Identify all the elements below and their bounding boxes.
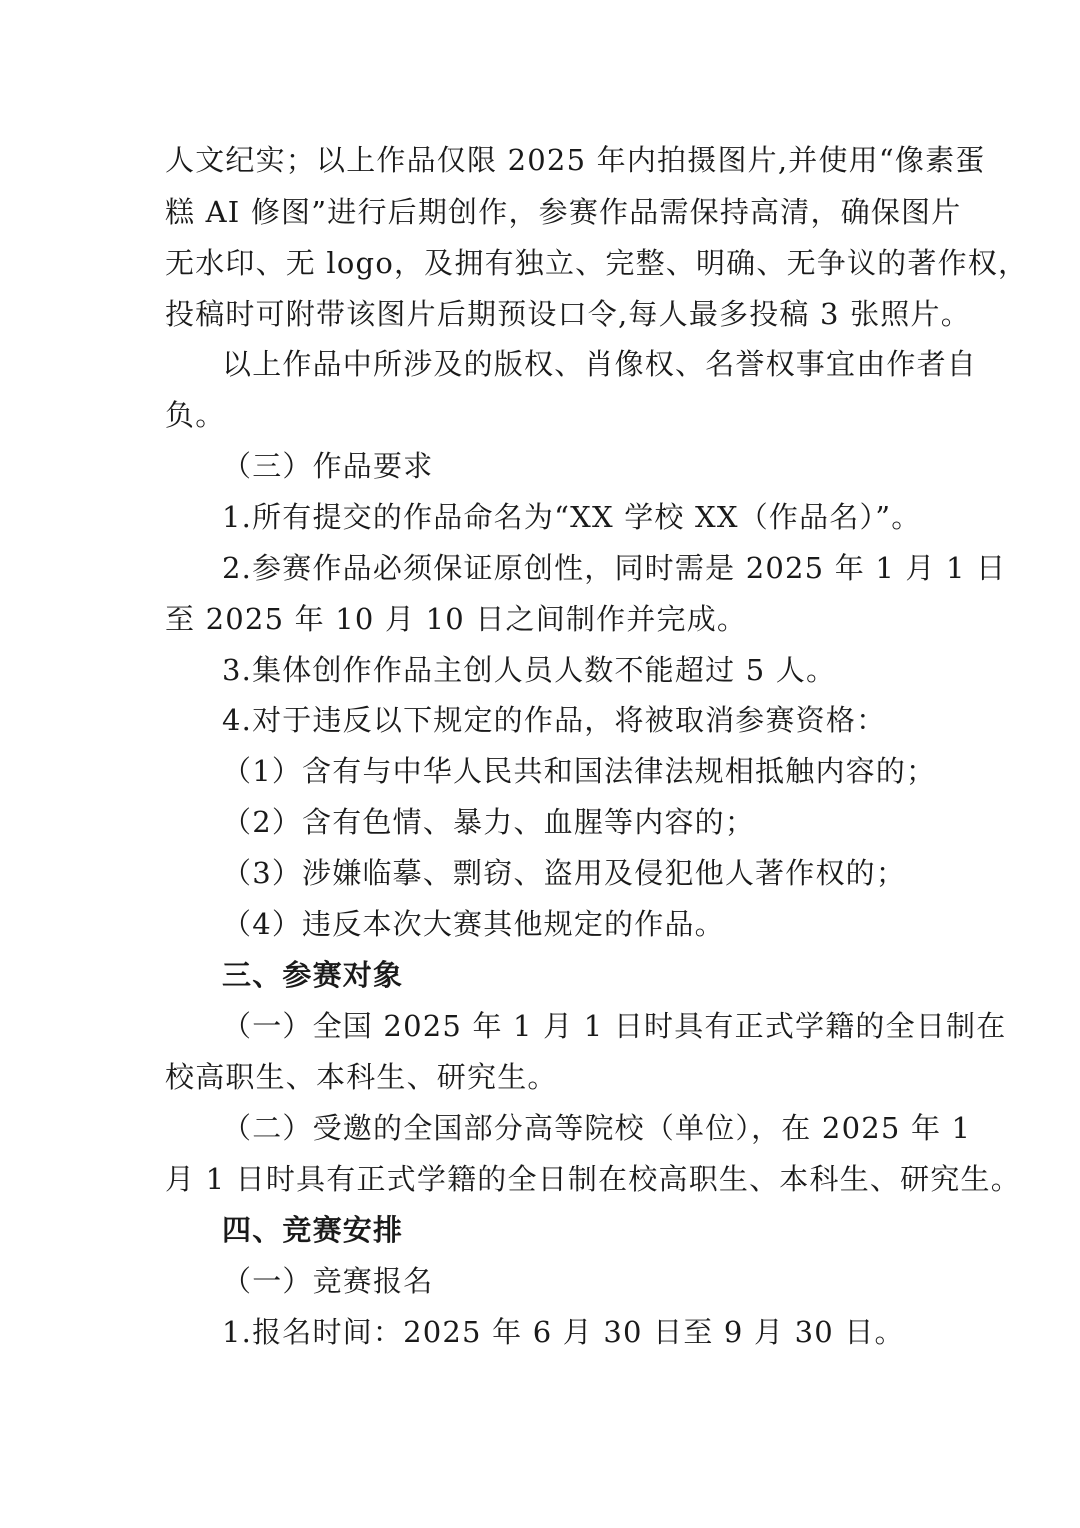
section-heading: 三、参赛对象 (222, 958, 404, 992)
body-text-line: 至 2025 年 10 月 10 日之间制作并完成。 (165, 602, 748, 636)
body-text-line: 糕 AI 修图”进行后期创作，参赛作品需保持高清，确保图片 (165, 195, 962, 229)
body-text-line: 投稿时可附带该图片后期预设口令,每人最多投稿 3 张照片。 (165, 297, 971, 331)
body-text-line: 以上作品中所涉及的版权、肖像权、名誉权事宜由作者自 (222, 347, 978, 381)
body-text-line: 负。 (165, 398, 226, 432)
body-text-line: 月 1 日时具有正式学籍的全日制在校高职生、本科生、研究生。 (165, 1162, 1021, 1196)
list-item: （1）含有与中华人民共和国法律法规相抵触内容的； (222, 754, 937, 788)
list-item: 3.集体创作作品主创人员人数不能超过 5 人。 (222, 653, 837, 687)
list-item: 1.所有提交的作品命名为“XX 学校 XX（作品名）”。 (222, 500, 922, 534)
section-heading: 四、竞赛安排 (222, 1213, 404, 1247)
subsection-heading: （三）作品要求 (222, 449, 434, 483)
list-item: 2.参赛作品必须保证原创性，同时需是 2025 年 1 月 1 日 (222, 551, 1007, 585)
list-item: （2）含有色情、暴力、血腥等内容的； (222, 805, 756, 839)
list-item: 1.报名时间：2025 年 6 月 30 日至 9 月 30 日。 (222, 1315, 905, 1349)
body-text-line: （一）全国 2025 年 1 月 1 日时具有正式学籍的全日制在 (222, 1009, 1007, 1043)
list-item: 4.对于违反以下规定的作品，将被取消参赛资格： (222, 703, 887, 737)
body-text-line: 人文纪实；以上作品仅限 2025 年内拍摄图片,并使用“像素蛋 (165, 143, 986, 177)
subsection-heading: （一）竞赛报名 (222, 1264, 434, 1298)
body-text-line: （二）受邀的全国部分高等院校（单位），在 2025 年 1 (222, 1111, 972, 1145)
list-item: （3）涉嫌临摹、剽窃、盗用及侵犯他人著作权的； (222, 856, 907, 890)
list-item: （4）违反本次大赛其他规定的作品。 (222, 907, 725, 941)
body-text-line: 无水印、无 logo，及拥有独立、完整、明确、无争议的著作权， (165, 246, 1029, 280)
body-text-line: 校高职生、本科生、研究生。 (165, 1060, 558, 1094)
